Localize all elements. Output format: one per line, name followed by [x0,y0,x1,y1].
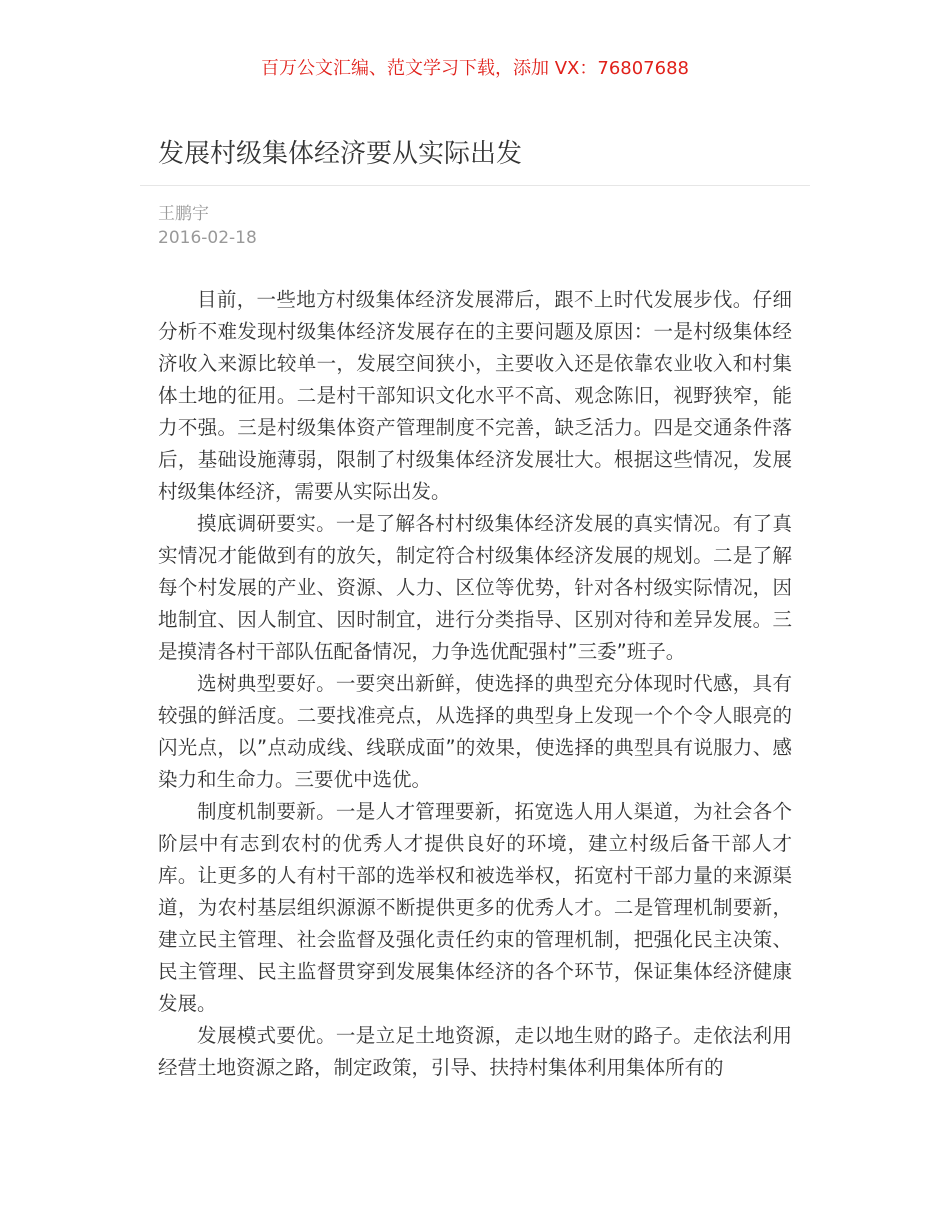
promo-banner: 百万公文汇编、范文学习下载，添加 VX：76807688 [261,58,689,79]
article-date: 2016-02-18 [158,228,257,248]
article-author: 王鹏宇 [158,204,209,224]
article-paragraph: 摸底调研要实。一是了解各村村级集体经济发展的真实情况。有了真实情况才能做到有的放矢，制定符合村级集体经济发展的规划。二是了解每个村发展的产业、资源、人力、区位等优势，针对各村级实际情况，因地制宜、因人制宜、因时制宜，进行分类指导、区别对待和差异发展。三是摸清各村干部队伍配备情况，力争选优配强村”三委”班子。 [158,512,792,663]
article-paragraph: 发展模式要优。一是立足土地资源，走以地生财的路子。走依法利用经营土地资源之路，制定政策，引导、扶持村集体利用集体所有的 [158,1024,792,1079]
article-title: 发展村级集体经济要从实际出发 [158,139,523,169]
article-paragraph: 目前，一些地方村级集体经济发展滞后，跟不上时代发展步伐。仔细分析不难发现村级集体经济发展存在的主要问题及原因：一是村级集体经济收入来源比较单一，发展空间狭小，主要收入还是依靠农业收入和村集体土地的征用。二是村干部知识文化水平不高、观念陈旧，视野狭窄，能力不强。三是村级集体资产管理制度不完善，缺乏活力。四是交通条件落后，基础设施薄弱，限制了村级集体经济发展壮大。根据这些情况，发展村级集体经济，需要从实际出发。 [158,288,792,503]
title-divider [140,185,810,186]
article-paragraph: 制度机制要新。一是人才管理要新，拓宽选人用人渠道，为社会各个阶层中有志到农村的优秀人才提供良好的环境，建立村级后备干部人才库。让更多的人有村干部的选举权和被选举权，拓宽村干部力量的来源渠道，为农村基层组织源源不断提供更多的优秀人才。二是管理机制要新，建立民主管理、社会监督及强化责任约束的管理机制，把强化民主决策、民主管理、民主监督贯穿到发展集体经济的各个环节，保证集体经济健康发展。 [158,800,792,1015]
article-body [158,284,792,1084]
article-paragraph: 选树典型要好。一要突出新鲜，使选择的典型充分体现时代感，具有较强的鲜活度。二要找准亮点，从选择的典型身上发现一个个令人眼亮的闪光点，以”点动成线、线联成面”的效果，使选择的典型具有说服力、感染力和生命力。三要优中选优。 [158,672,792,791]
